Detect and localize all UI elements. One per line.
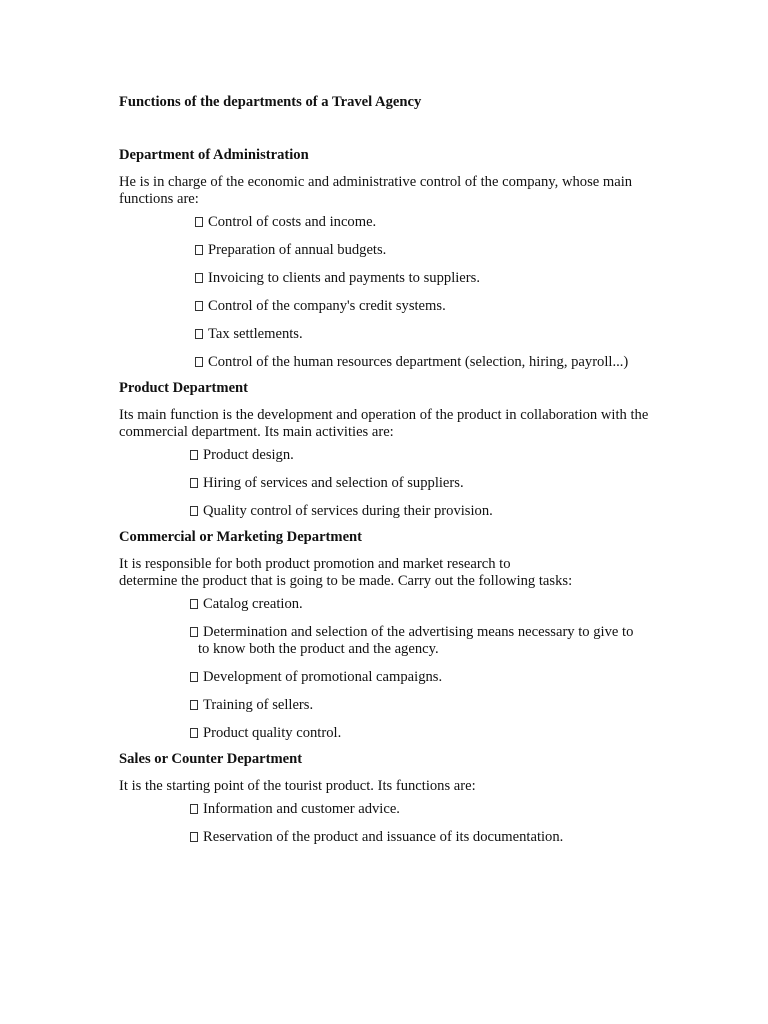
intro-line: commercial department. Its main activities are: <box>119 424 394 440</box>
section-intro <box>119 174 679 208</box>
list-item <box>119 214 679 231</box>
empty-box-icon <box>190 478 198 488</box>
list-item-text: Control of the human resources department (selection, hiring, payroll...) <box>208 354 629 370</box>
section-heading: Product Department <box>119 380 249 396</box>
list-item <box>119 801 679 818</box>
list-item-text: Reservation of the product and issuance of its documentation. <box>203 829 564 845</box>
section-marketing <box>119 529 679 742</box>
list-item <box>119 242 679 259</box>
empty-box-icon <box>190 627 198 637</box>
list-item-text: Product quality control. <box>203 725 342 741</box>
section-heading: Department of Administration <box>119 147 309 163</box>
list-item <box>119 669 679 686</box>
list-item-text: Training of sellers. <box>203 697 314 713</box>
list-item <box>119 475 679 492</box>
empty-box-icon <box>190 804 198 814</box>
list-item <box>119 829 679 846</box>
list-item-text: Hiring of services and selection of suppliers. <box>203 475 464 491</box>
section-heading: Sales or Counter Department <box>119 751 303 767</box>
document-page <box>119 94 679 855</box>
empty-box-icon <box>190 728 198 738</box>
section-heading: Commercial or Marketing Department <box>119 529 363 545</box>
list-item-text: Quality control of services during their provision. <box>203 503 493 519</box>
section-intro <box>119 407 679 441</box>
bullet-list <box>119 214 679 371</box>
empty-box-icon <box>195 245 203 255</box>
list-item-text: Information and customer advice. <box>203 801 400 817</box>
list-item <box>119 354 679 371</box>
list-item-text: Control of costs and income. <box>208 214 377 230</box>
list-item-text: Catalog creation. <box>203 596 303 612</box>
list-item-text: Invoicing to clients and payments to suppliers. <box>208 270 480 286</box>
list-item-continuation: to know both the product and the agency. <box>198 641 439 657</box>
list-item <box>119 447 679 464</box>
list-item <box>119 697 679 714</box>
list-item-text: Tax settlements. <box>208 326 303 342</box>
empty-box-icon <box>190 832 198 842</box>
intro-line: functions are: <box>119 191 199 207</box>
list-item <box>119 624 679 658</box>
empty-box-icon <box>190 450 198 460</box>
list-item <box>119 326 679 343</box>
list-item <box>119 503 679 520</box>
list-item <box>119 298 679 315</box>
section-administration <box>119 147 679 371</box>
list-item-text: Control of the company's credit systems. <box>208 298 446 314</box>
section-intro <box>119 556 679 590</box>
section-intro <box>119 778 679 795</box>
empty-box-icon <box>195 301 203 311</box>
list-item <box>119 270 679 287</box>
empty-box-icon <box>190 599 198 609</box>
empty-box-icon <box>195 273 203 283</box>
empty-box-icon <box>195 357 203 367</box>
list-item-text: Product design. <box>203 447 294 463</box>
list-item <box>119 725 679 742</box>
intro-line: He is in charge of the economic and administrative control of the company, whose main <box>119 174 633 190</box>
document-title: Functions of the departments of a Travel Agency <box>119 94 422 110</box>
empty-box-icon <box>195 217 203 227</box>
empty-box-icon <box>190 506 198 516</box>
list-item <box>119 596 679 613</box>
list-item-text: Development of promotional campaigns. <box>203 669 443 685</box>
empty-box-icon <box>190 700 198 710</box>
intro-line: It is responsible for both product promotion and market research to <box>119 556 511 572</box>
intro-line: Its main function is the development and operation of the product in collaboration with the <box>119 407 649 423</box>
list-item-text: Preparation of annual budgets. <box>208 242 387 258</box>
section-product <box>119 380 679 520</box>
intro-line: It is the starting point of the tourist product. Its functions are: <box>119 778 476 794</box>
list-item-text <box>190 624 679 658</box>
list-item-line: Determination and selection of the advertising means necessary to give to <box>203 624 634 640</box>
bullet-list <box>119 447 679 520</box>
section-sales <box>119 751 679 846</box>
bullet-list <box>119 596 679 742</box>
empty-box-icon <box>195 329 203 339</box>
empty-box-icon <box>190 672 198 682</box>
bullet-list <box>119 801 679 846</box>
intro-line: determine the product that is going to be made. Carry out the following tasks: <box>119 573 573 589</box>
